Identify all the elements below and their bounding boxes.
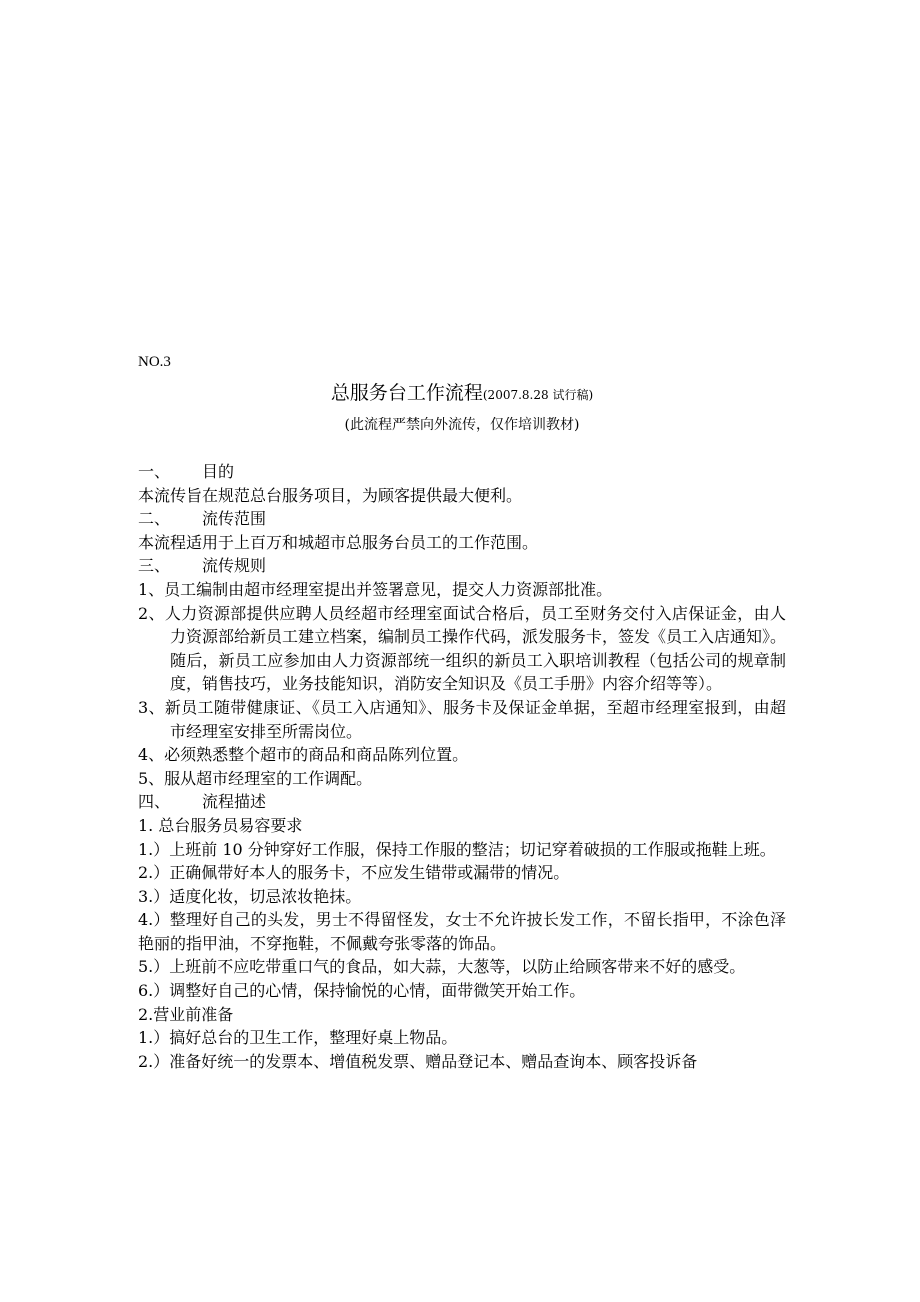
section-title: 目的 [202, 462, 235, 481]
section-number: 三、 [138, 556, 171, 576]
section-number: 二、 [138, 509, 171, 529]
appearance-item: 2.）正确佩带好本人的服务卡，不应发生错带或漏带的情况。 [138, 863, 570, 883]
rule-item: 5、服从超市经理室的工作调配。 [138, 768, 373, 788]
preparation-item: 1.）搞好总台的卫生工作，整理好桌上物品。 [138, 1028, 458, 1048]
section-heading-process [138, 790, 786, 814]
appearance-item: 3.）适度化妆，切忌浓妆艳抹。 [138, 886, 362, 906]
subsection-heading-appearance: 1. 总台服务员易容要求 [138, 815, 303, 835]
section-body-scope: 本流程适用于上百万和城超市总服务台员工的工作范围。 [138, 532, 539, 552]
section-title: 流程描述 [202, 792, 267, 812]
subsection-heading-preparation: 2.营业前准备 [138, 1004, 234, 1024]
section-heading-scope [138, 507, 786, 531]
section-body-purpose: 本流传旨在规范总台服务项目，为顾客提供最大便利。 [138, 485, 523, 505]
appearance-item: 1.）上班前 10 分钟穿好工作服，保持工作服的整洁；切记穿着破损的工作服或拖鞋上班。 [138, 839, 776, 859]
document-title [138, 380, 786, 408]
section-heading-purpose [138, 460, 786, 484]
document-number: NO.3 [138, 354, 171, 370]
document-page [138, 352, 786, 1073]
title-main: 总服务台工作流程 [330, 382, 483, 404]
rule-item: 1、员工编制由超市经理室提出并签署意见，提交人力资源部批准。 [138, 579, 613, 599]
section-heading-rules [138, 554, 786, 578]
section-title: 流传规则 [202, 556, 267, 576]
preparation-item: 2.）准备好统一的发票本、增值税发票、赠品登记本、赠品查询本、顾客投诉备 [138, 1051, 698, 1071]
appearance-item: 5.）上班前不应吃带重口气的食品，如大蒜，大葱等，以防止给顾客带来不好的感受。 [138, 957, 746, 977]
appearance-item: 4.）整理好自己的头发，男士不得留怪发，女士不允许披长发工作，不留长指甲，不涂色泽艳丽的指甲油，不穿拖鞋，不佩戴夸张零落的饰品。 [138, 910, 786, 953]
rule-item: 4、必须熟悉整个超市的商品和商品陈列位置。 [138, 745, 469, 765]
document-subtitle: (此流程严禁向外流传，仅作培训教材) [344, 417, 580, 433]
section-number: 四、 [138, 792, 171, 812]
appearance-item: 6.）调整好自己的心情，保持愉悦的心情，面带微笑开始工作。 [138, 981, 586, 1001]
rule-item: 3、新员工随带健康证、《员工入店通知》、服务卡及保证金单据，至超市经理室报到，由超市经理室安排至所需岗位。 [138, 697, 786, 741]
section-title: 流传范围 [202, 509, 267, 529]
rule-item: 2、人力资源部提供应聘人员经超市经理室面试合格后，员工至财务交付入店保证金，由人力资源部给新员工建立档案，编制员工操作代码，派发服务卡，签发《员工入店通知》。随后，新员工应参加由人力资源部统一组织的新员工入职培训教程（包括公司的规章制度，销售技巧，业务技能知识，消防安全知识及《员工手册》内容介绍等等）。 [138, 603, 787, 694]
section-number: 一、 [138, 462, 171, 481]
title-draft-note: (2007.8.28 试行稿) [482, 388, 594, 402]
